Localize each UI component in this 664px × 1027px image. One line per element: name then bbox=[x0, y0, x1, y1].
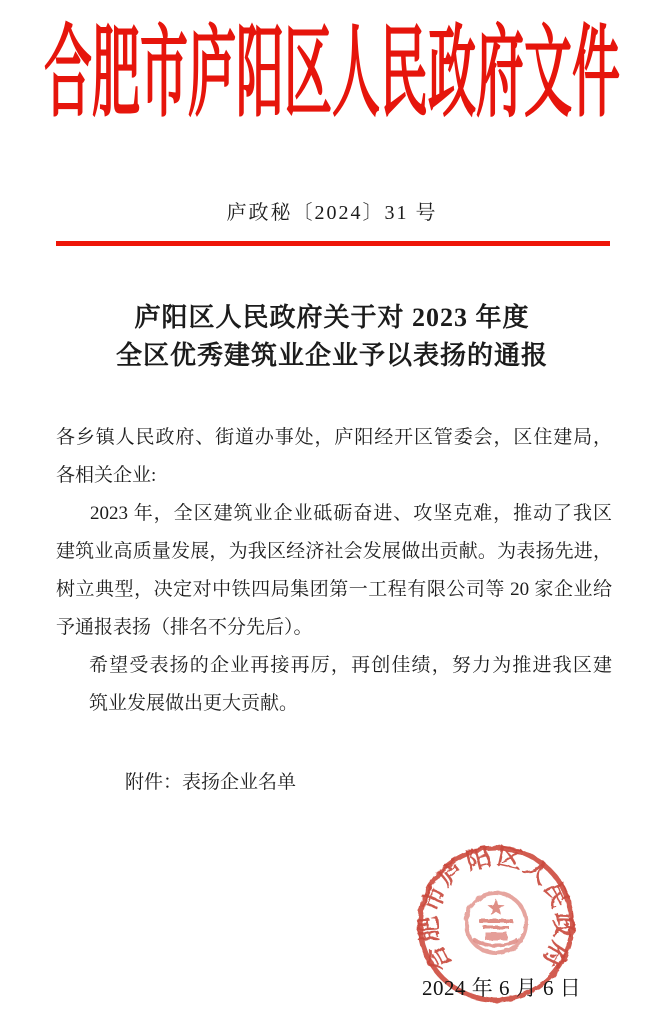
masthead bbox=[0, 18, 664, 129]
paragraph-line: 2023 年，全区建筑业企业砥砺奋进、攻坚克难，推动了我区 bbox=[90, 503, 612, 524]
masthead-title: 合肥市庐阳区人民政府文件 bbox=[44, 18, 620, 129]
issue-date: 2024 年 6 月 6 日 bbox=[422, 976, 582, 1000]
document-number: 庐政秘〔2024〕31 号 bbox=[226, 202, 438, 224]
national-emblem-icon bbox=[466, 893, 526, 953]
paragraph-line: 希望受表扬的企业再接再厉，再创佳绩，努力为推进我区建 bbox=[89, 655, 612, 676]
red-separator-line bbox=[56, 241, 610, 246]
title-line-1: 庐阳区人民政府关于对 2023 年度 bbox=[134, 303, 530, 332]
paragraph-line: 筑业发展做出更大贡献。 bbox=[89, 693, 299, 714]
paragraph-line: 树立典型，决定对中铁四局集团第一工程有限公司等 20 家企业给 bbox=[56, 579, 612, 600]
title-line-2: 全区优秀建筑业企业予以表扬的通报 bbox=[115, 341, 548, 370]
paragraph-line: 予通报表扬（排名不分先后）。 bbox=[56, 617, 313, 638]
attachment-line: 附件：表扬企业名单 bbox=[125, 772, 297, 793]
salutation-line: 各相关企业: bbox=[56, 465, 157, 486]
paragraph-line: 建筑业高质量发展，为我区经济社会发展做出贡献。为表扬先进， bbox=[56, 541, 612, 562]
document-body bbox=[56, 419, 612, 723]
salutation-line: 各乡镇人民政府、街道办事处，庐阳经开区管委会，区住建局， bbox=[56, 427, 612, 448]
document-title bbox=[0, 299, 664, 375]
seal-text: 合肥市庐阳区人民政府 bbox=[416, 843, 576, 976]
